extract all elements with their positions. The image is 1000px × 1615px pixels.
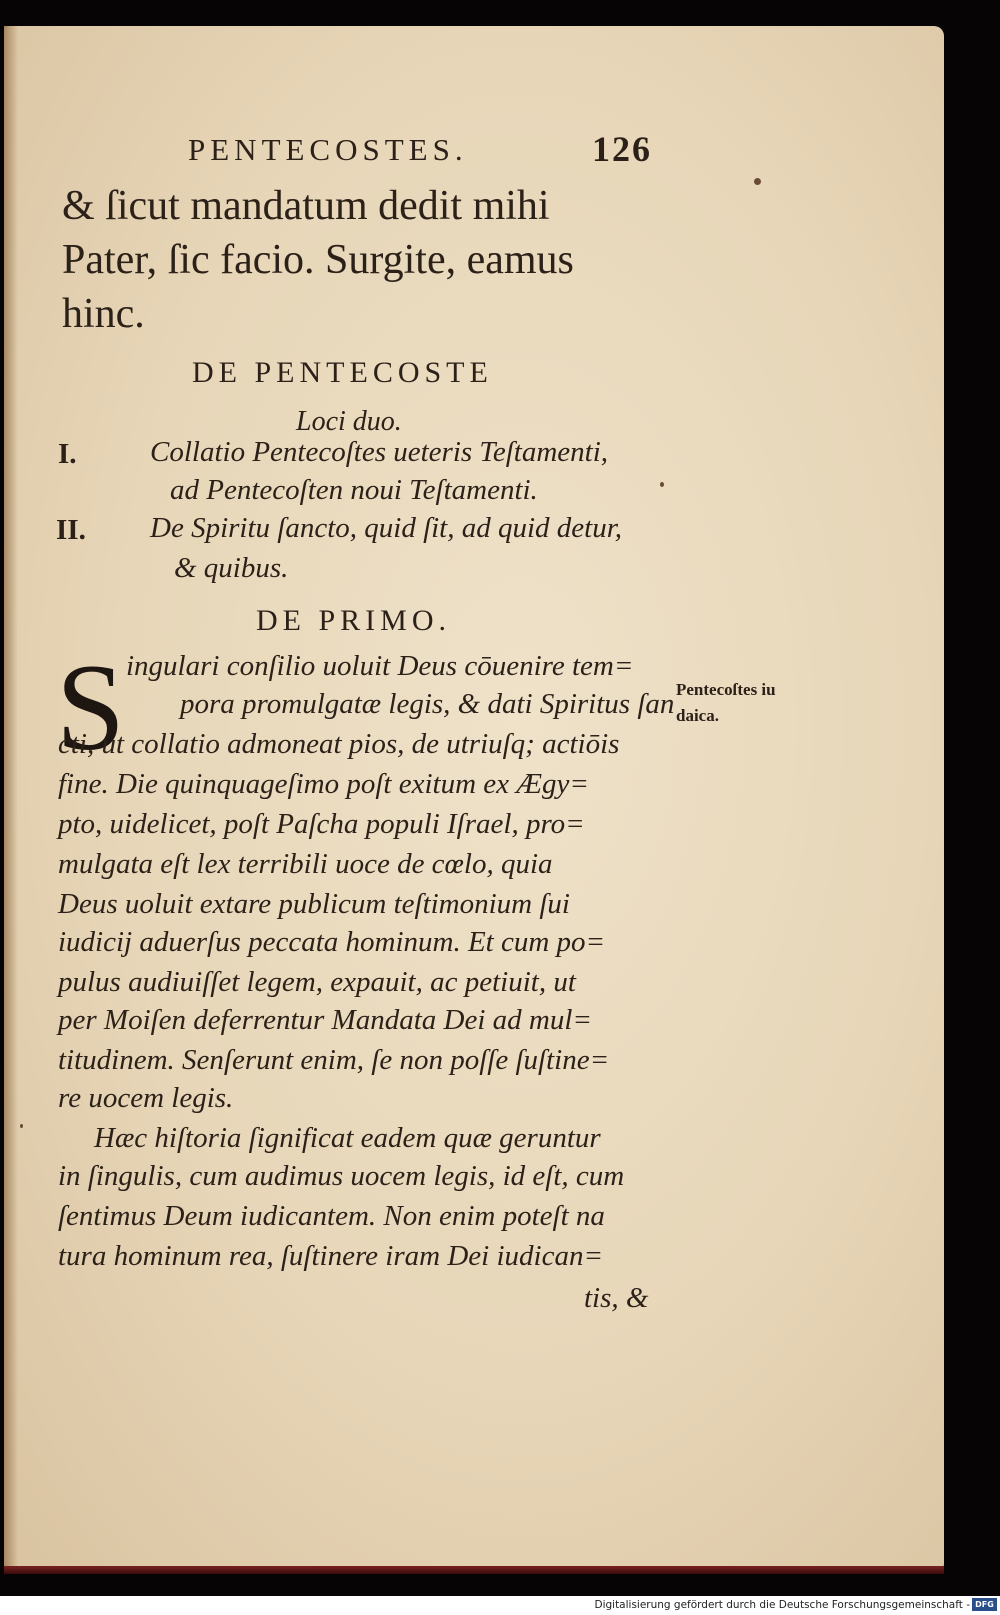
text-line: mulgata eſt lex terribili uoce de cœlo, quia — [58, 848, 553, 880]
text-line: cti, ut collatio admoneat pios, de utriuſq; actiōis — [58, 728, 620, 760]
paper-spot — [754, 178, 761, 185]
locus-line: Collatio Pentecoſtes ueteris Teſtamenti, — [150, 436, 609, 468]
opening-line: hinc. — [62, 291, 145, 337]
text-line: ſentimus Deum iudicantem. Non enim poteſt na — [58, 1200, 605, 1232]
locus-line: ad Pentecoſten noui Teſtamenti. — [170, 474, 538, 506]
text-line: pto, uidelicet, poſt Paſcha populi Iſrael, pro= — [58, 808, 585, 840]
drop-cap-initial: S — [56, 639, 125, 776]
paper-spot — [660, 482, 664, 487]
text-line: iudicij aduerſus peccata hominum. Et cum po= — [58, 926, 606, 958]
catchword: tis, & — [584, 1282, 649, 1314]
opening-line: Pater, ſic facio. Surgite, eamus — [62, 237, 574, 283]
locus-number: I. — [58, 438, 77, 470]
text-line: fine. Die quinquageſimo poſt exitum ex Ægy= — [58, 768, 589, 800]
text-line: per Moiſen deferrentur Mandata Dei ad mul= — [58, 1004, 592, 1036]
page-number: 126 — [592, 129, 652, 169]
text-line: Hæc hiſtoria ſignificat eadem quæ geruntur — [94, 1122, 601, 1154]
paper-spot — [20, 1124, 23, 1128]
text-line: tura hominum rea, ſuſtinere iram Dei iudican= — [58, 1240, 604, 1272]
locus-line: De Spiritu ſancto, quid ſit, ad quid detur, — [150, 512, 623, 544]
text-line: ingulari conſilio uoluit Deus cōuenire tem= — [126, 650, 634, 682]
opening-line: & ſicut mandatum dedit mihi — [62, 183, 550, 229]
text-line: Deus uoluit extare publicum teſtimonium ſui — [58, 888, 570, 920]
section-title: DE PENTECOSTE — [192, 356, 493, 389]
text-line: re uocem legis. — [58, 1082, 234, 1114]
running-head: PENTECOSTES. — [188, 132, 468, 167]
subsection-title: DE PRIMO. — [256, 604, 452, 637]
locus-line: & quibus. — [174, 552, 289, 584]
locus-number: II. — [56, 514, 86, 546]
marginal-note-line: daica. — [676, 706, 719, 725]
section-subtitle: Loci duo. — [296, 406, 402, 437]
page-gutter — [4, 26, 18, 1574]
footer-credit: Digitalisierung gefördert durch die Deutsche Forschungsgemeinschaft - — [594, 1599, 970, 1611]
text-line: in ſingulis, cum audimus uocem legis, id eſt, cum — [58, 1160, 625, 1192]
dfg-logo-icon: DFG — [972, 1598, 997, 1611]
marginal-note-line: Pentecoſtes iu — [676, 680, 776, 699]
text-line: pulus audiuiſſet legem, expauit, ac petiuit, ut — [58, 966, 576, 998]
text-line: pora promulgatæ legis, & dati Spiritus ſan — [180, 688, 675, 720]
page-edge-band — [4, 1566, 944, 1574]
text-line: titudinem. Senſerunt enim, ſe non poſſe ſuſtine= — [58, 1044, 610, 1076]
